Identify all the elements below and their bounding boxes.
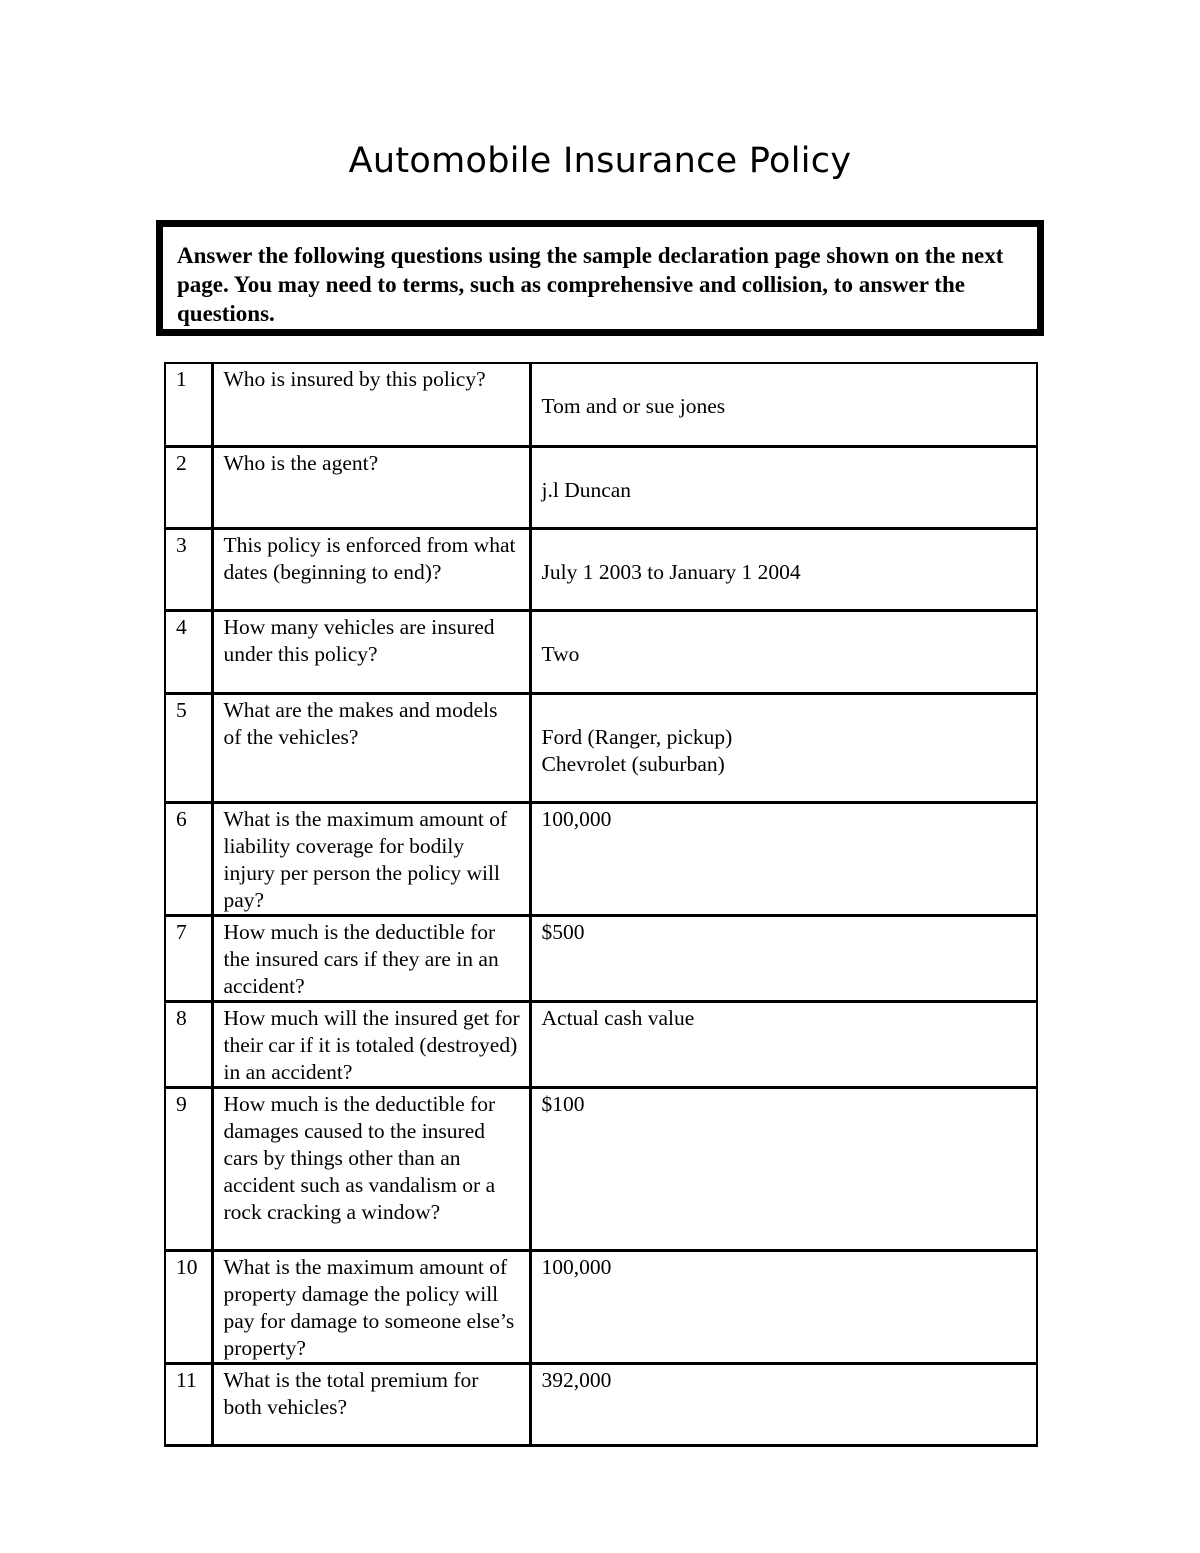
- question-cell: How many vehicles are insured under this policy?: [212, 610, 530, 693]
- question-cell: What is the total premium for both vehicles?: [212, 1363, 530, 1445]
- table-row: [165, 693, 1037, 802]
- table-row: [165, 446, 1037, 528]
- question-cell: What is the maximum amount of property damage the policy will pay for damage to someone else’s property?: [212, 1250, 530, 1363]
- row-number: 9: [165, 1087, 212, 1250]
- row-number: 6: [165, 802, 212, 915]
- table-row: [165, 610, 1037, 693]
- table-row: [165, 802, 1037, 915]
- qa-table: [164, 362, 1038, 1447]
- row-number: 8: [165, 1001, 212, 1087]
- question-cell: This policy is enforced from what dates (beginning to end)?: [212, 528, 530, 610]
- question-cell: What is the maximum amount of liability coverage for bodily injury per person the policy will pay?: [212, 802, 530, 915]
- question-cell: Who is the agent?: [212, 446, 530, 528]
- row-number: 4: [165, 610, 212, 693]
- instructions-box: Answer the following questions using the sample declaration page shown on the next page. You may need to terms, such as comprehensive and collision, to answer the questions.: [156, 220, 1044, 336]
- answer-cell: Actual cash value: [530, 1001, 1037, 1087]
- question-cell: How much is the deductible for the insured cars if they are in an accident?: [212, 915, 530, 1001]
- table-row: [165, 1001, 1037, 1087]
- answer-cell: Ford (Ranger, pickup) Chevrolet (suburban): [530, 693, 1037, 802]
- table-row: [165, 528, 1037, 610]
- answer-cell: $100: [530, 1087, 1037, 1250]
- table-row: [165, 1363, 1037, 1445]
- table-row: [165, 1250, 1037, 1363]
- answer-cell: $500: [530, 915, 1037, 1001]
- answer-cell: July 1 2003 to January 1 2004: [530, 528, 1037, 610]
- answer-cell: j.l Duncan: [530, 446, 1037, 528]
- table-row: [165, 363, 1037, 446]
- row-number: 1: [165, 363, 212, 446]
- answer-cell: 100,000: [530, 1250, 1037, 1363]
- row-number: 11: [165, 1363, 212, 1445]
- row-number: 3: [165, 528, 212, 610]
- row-number: 7: [165, 915, 212, 1001]
- table-row: [165, 1087, 1037, 1250]
- table-row: [165, 915, 1037, 1001]
- answer-cell: Tom and or sue jones: [530, 363, 1037, 446]
- answer-cell: 100,000: [530, 802, 1037, 915]
- question-cell: How much is the deductible for damages caused to the insured cars by things other than an accident such as vandalism or a rock cracking a window?: [212, 1087, 530, 1250]
- question-cell: Who is insured by this policy?: [212, 363, 530, 446]
- row-number: 2: [165, 446, 212, 528]
- question-cell: What are the makes and models of the vehicles?: [212, 693, 530, 802]
- answer-cell: Two: [530, 610, 1037, 693]
- question-cell: How much will the insured get for their car if it is totaled (destroyed) in an accident?: [212, 1001, 530, 1087]
- row-number: 5: [165, 693, 212, 802]
- answer-cell: 392,000: [530, 1363, 1037, 1445]
- page-title: Automobile Insurance Policy: [348, 141, 852, 181]
- row-number: 10: [165, 1250, 212, 1363]
